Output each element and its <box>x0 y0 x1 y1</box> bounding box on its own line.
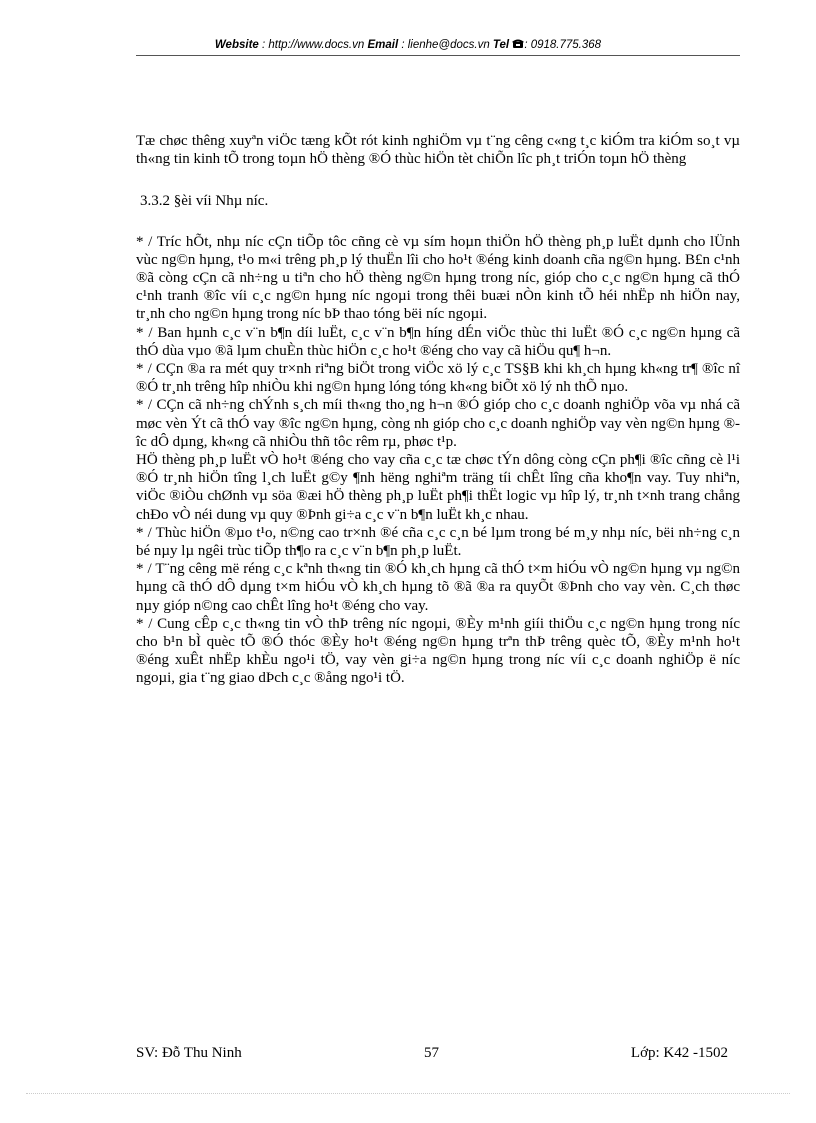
tel-number: : 0918.775.368 <box>524 39 602 51</box>
document-body <box>136 132 740 688</box>
email-label: Email <box>367 39 399 51</box>
email-address: : lienhe@docs.vn <box>398 39 493 51</box>
website-label: Website <box>214 39 259 51</box>
tel-label: Tel <box>492 39 510 51</box>
phone-icon <box>512 38 524 52</box>
section-heading: 3.3.2 §èi víi Nhµ níc. <box>140 193 269 210</box>
body-paragraph: * / CÇn cã nh÷ng chÝnh s¸ch míi th«ng tho¸ng h¬n ®Ó gióp cho c¸c doanh nghiÖp võa vµ nhá cã møc vèn Ýt cã thÓ vay ®îc ng©n hµng, còng nh gióp cho c¸c doanh nghiÖp vay vèn ng©n hµng ®îc dÔ dµng, kh«ng cã nhiÒu thñ tôc rêm rµ, phøc t¹p. <box>136 397 740 450</box>
body-paragraph: * / Ban hµnh c¸c v¨n b¶n díi luËt, c¸c v¨n b¶n híng dÉn viÖc thùc thi luËt ®Ó c¸c ng©n hµng cã thÓ dùa vµo ®ã lµm chuÈn thùc hiÖn c¸c ho¹t ®éng cho vay cã hiÖu qu¶ h¬n. <box>136 324 740 359</box>
student-name: SV: Đỗ Thu Ninh <box>136 1045 242 1061</box>
page-bottom-divider <box>26 1093 790 1094</box>
body-paragraph: * / Cung cÊp c¸c th«ng tin vÒ thÞ trêng níc ngoµi, ®Èy m¹nh giíi thiÖu c¸c ng©n hµng trong níc cho b¹n bÌ quèc tÕ ®Ó thóc ®Èy ho¹t ®éng ng©n hµng trªn thÞ trêng quèc tÕ, ®Èy m¹nh ho¹t ®éng xuÊt nhËp khÈu ngo¹i tÖ, vay vèn gi÷a ng©n hµng trong níc víi c¸c doanh nghiÖp ë níc ngoµi, gia t¨ng giao dÞch c¸c ®ång ngo¹i tÖ. <box>136 615 740 687</box>
page-number: 57 <box>424 1045 439 1061</box>
body-paragraph: * / CÇn ®a ra mét quy tr×nh riªng biÖt trong viÖc xö lý c¸c TS§B khi kh¸ch hµng kh«ng tr¶ ®îc nî ®Ó tr¸nh trêng hîp nhiÒu khi ng©n hµng lóng tóng kh«ng biÕt xö lý nh thÕ nµo. <box>136 361 740 396</box>
body-paragraph: * / T¨ng cêng më réng c¸c kªnh th«ng tin ®Ó kh¸ch hµng cã thÓ t×m hiÓu vÒ ng©n hµng vµ ng©n hµng cã thÓ dÔ dµng t×m hiÓu vÒ kh¸ch hµng tõ ®ã ®a ra quyÕt ®Þnh cho vay vèn. C¸ch thøc nµy gióp n©ng cao chÊt lîng ho¹t ®éng cho vay. <box>136 561 740 614</box>
page-header <box>0 38 816 52</box>
class-label: Lớp: K42 -1502 <box>630 1045 728 1061</box>
website-url: : http://www.docs.vn <box>258 39 368 51</box>
body-paragraph: HÖ thèng ph¸p luËt vÒ ho¹t ®éng cho vay cña c¸c tæ chøc tÝn dông còng cÇn ph¶i ®îc cñng cè l¹i ®Ó tr¸nh hiÖn tîng l¸ch luËt g©y ¶nh hëng nghiªm träng tíi chÊt lîng cña kho¶n vay. Tuy nhiªn, viÖc ®iÒu chØnh vµ söa ®æi hÖ thèng ph¸p luËt ph¶i thËt logic vµ hîp lý, tr¸nh t×nh trang chång chÐo vÒ néi dung vµ quy ®Þnh gi÷a c¸c v¨n b¶n luËt kh¸c nhau. <box>136 452 740 523</box>
body-paragraph: * / Tríc hÕt, nhµ níc cÇn tiÕp tôc cñng cè vµ sím hoµn thiÖn hÖ thèng ph¸p luËt dµnh cho lÜnh vùc ng©n hµng, t¹o m«i trêng ph¸p lý thuËn lîi cho ho¹t ®éng kinh doanh cña ng©n hµng. B£n c¹nh ®ã còng cÇn cã nh÷ng u tiªn cho hÖ thèng ng©n hµng trong níc, gióp cho c¸c ng©n hµng cã thÓ c¹nh tranh ®îc víi c¸c ng©n hµng níc ngoµi trong thêi buæi nÒn kinh tÕ héi nhËp nh hiÖn nay, tr¸nh cho ng©n hµng trong níc bÞ thao tóng bëi níc ngoµi. <box>136 233 740 323</box>
intro-paragraph: Tæ chøc thêng xuyªn viÖc tæng kÕt rót kinh nghiÖm vµ t¨ng cêng c«ng t¸c kiÓm tra kiÓm so¸t vµ th«ng tin kinh tÕ trong toµn hÖ thèng ®Ó thùc hiÖn tèt chiÕn lîc ph¸t triÓn toµn hÖ thèng <box>136 133 740 168</box>
header-divider <box>136 55 740 56</box>
body-paragraph: * / Thùc hiÖn ®µo t¹o, n©ng cao tr×nh ®é cña c¸c c¸n bé lµm trong bé m¸y nhµ níc, bëi nh÷ng c¸n bé nµy lµ ngêi trùc tiÕp th¶o ra c¸c v¨n b¶n ph¸p luËt. <box>136 524 740 560</box>
